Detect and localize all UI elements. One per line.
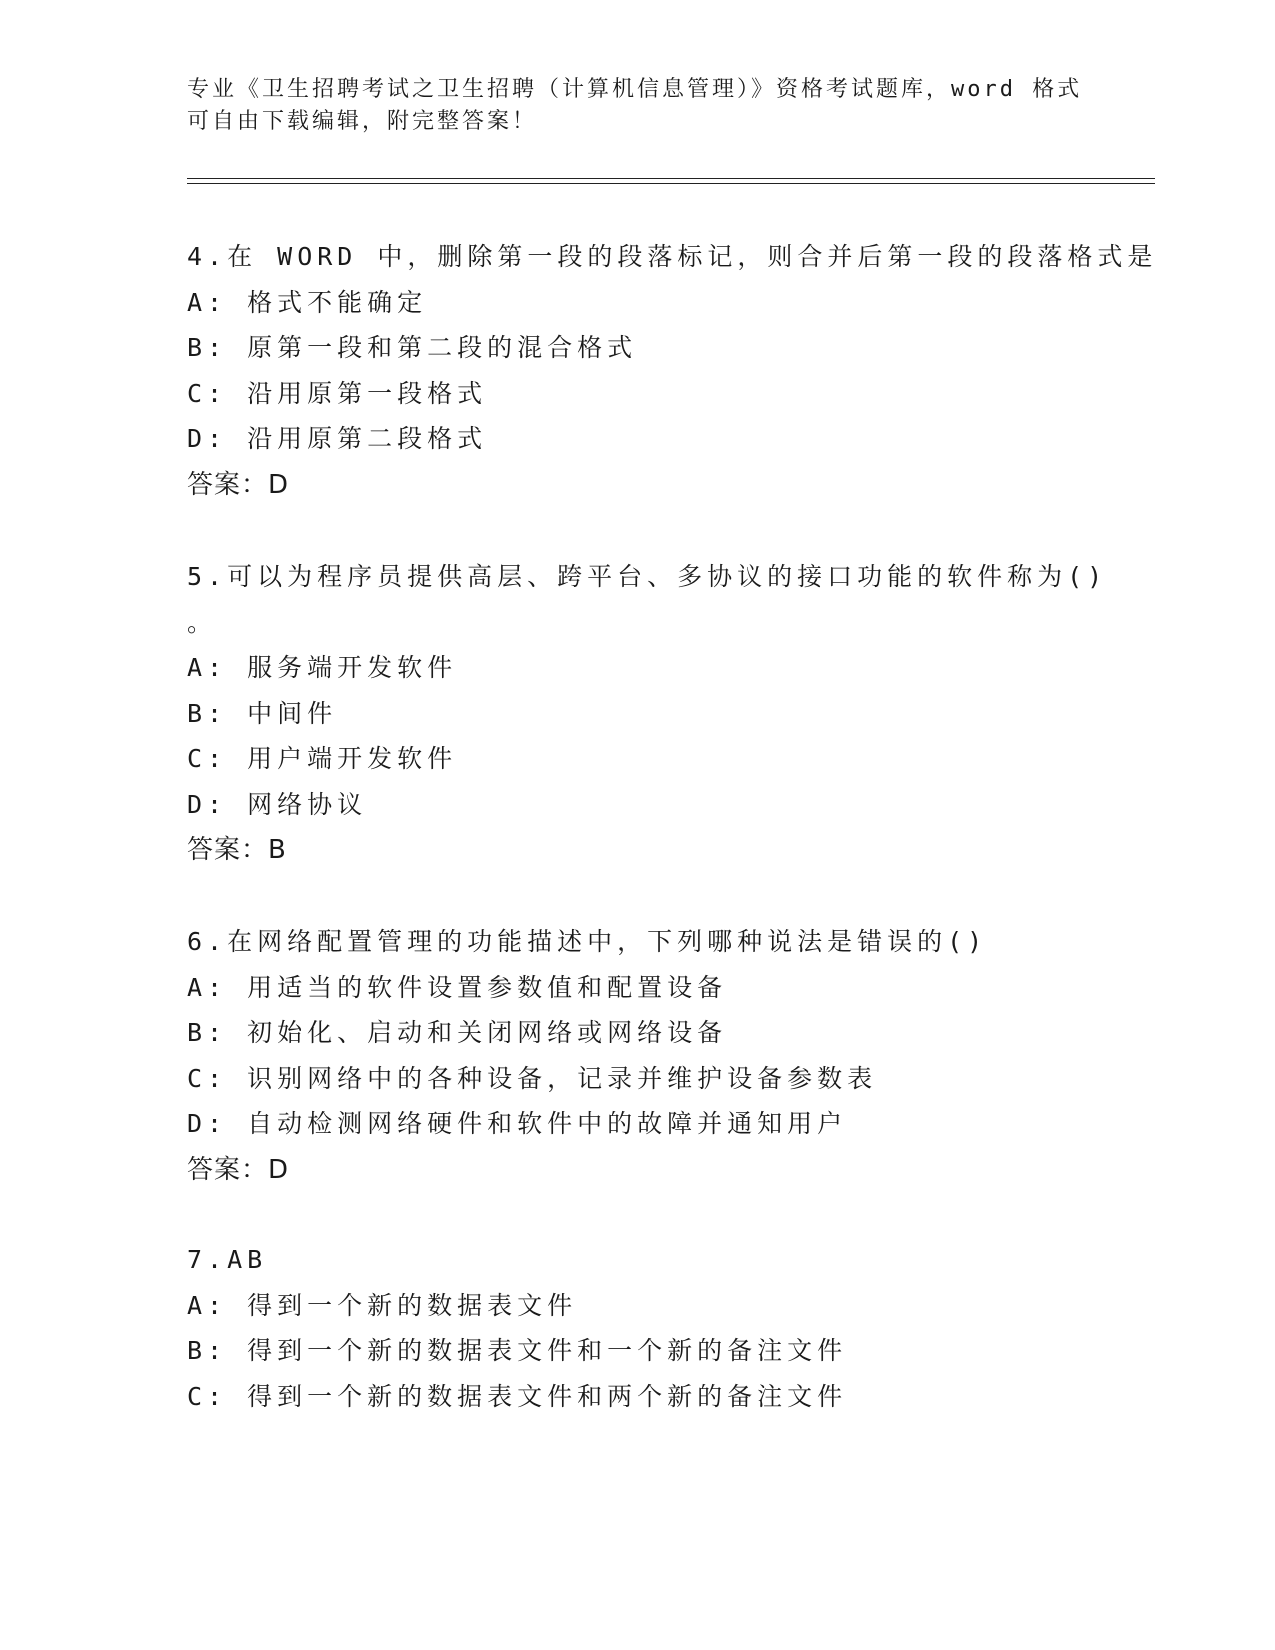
option-b: B: 中间件 [187,698,338,728]
option-b: B: 原第一段和第二段的混合格式 [187,333,638,362]
question-7 [187,1237,1087,1419]
option-d: D: 网络协议 [187,789,368,819]
option-c: C: 得到一个新的数据表文件和两个新的备注文件 [187,1381,848,1411]
option-b: B: 初始化、启动和关闭网络或网络设备 [187,1018,728,1047]
option-d: D: 沿用原第二段格式 [187,424,488,453]
document-header [187,74,1087,138]
header-line-1: 专业《卫生招聘考试之卫生招聘（计算机信息管理）》资格考试题库，word 格式 [187,77,1083,102]
question-stem: 4.在 WORD 中，删除第一段的段落标记，则合并后第一段的段落格式是 [187,242,1158,271]
option-a: A: 得到一个新的数据表文件 [187,1290,578,1320]
option-a: A: 用适当的软件设置参数值和配置设备 [187,972,728,1002]
question-5 [187,554,1108,873]
header-line-2: 可自由下载编辑，附完整答案！ [187,109,538,134]
option-a: A: 格式不能确定 [187,287,428,317]
answer-label: 答案：D [187,1154,290,1185]
option-c: C: 识别网络中的各种设备，记录并维护设备参数表 [187,1063,878,1093]
header-rule-top [187,178,1155,179]
question-stem: 7.AB [187,1245,268,1274]
question-stem: 6.在网络配置管理的功能描述中，下列哪种说法是错误的() [187,927,988,956]
question-4 [187,234,1158,508]
option-c: C: 沿用原第一段格式 [187,378,488,408]
option-a: A: 服务端开发软件 [187,653,458,682]
answer-label: 答案：B [187,835,287,865]
question-6 [187,919,1087,1193]
option-c: C: 用户端开发软件 [187,744,458,773]
question-stem-continuation: 。 [187,607,218,637]
option-d: D: 自动检测网络硬件和软件中的故障并通知用户 [187,1109,848,1138]
question-stem: 5.可以为程序员提供高层、跨平台、多协议的接口功能的软件称为() [187,562,1108,591]
option-b: B: 得到一个新的数据表文件和一个新的备注文件 [187,1336,848,1365]
header-rule-bottom [187,183,1155,184]
answer-label: 答案：D [187,469,290,500]
